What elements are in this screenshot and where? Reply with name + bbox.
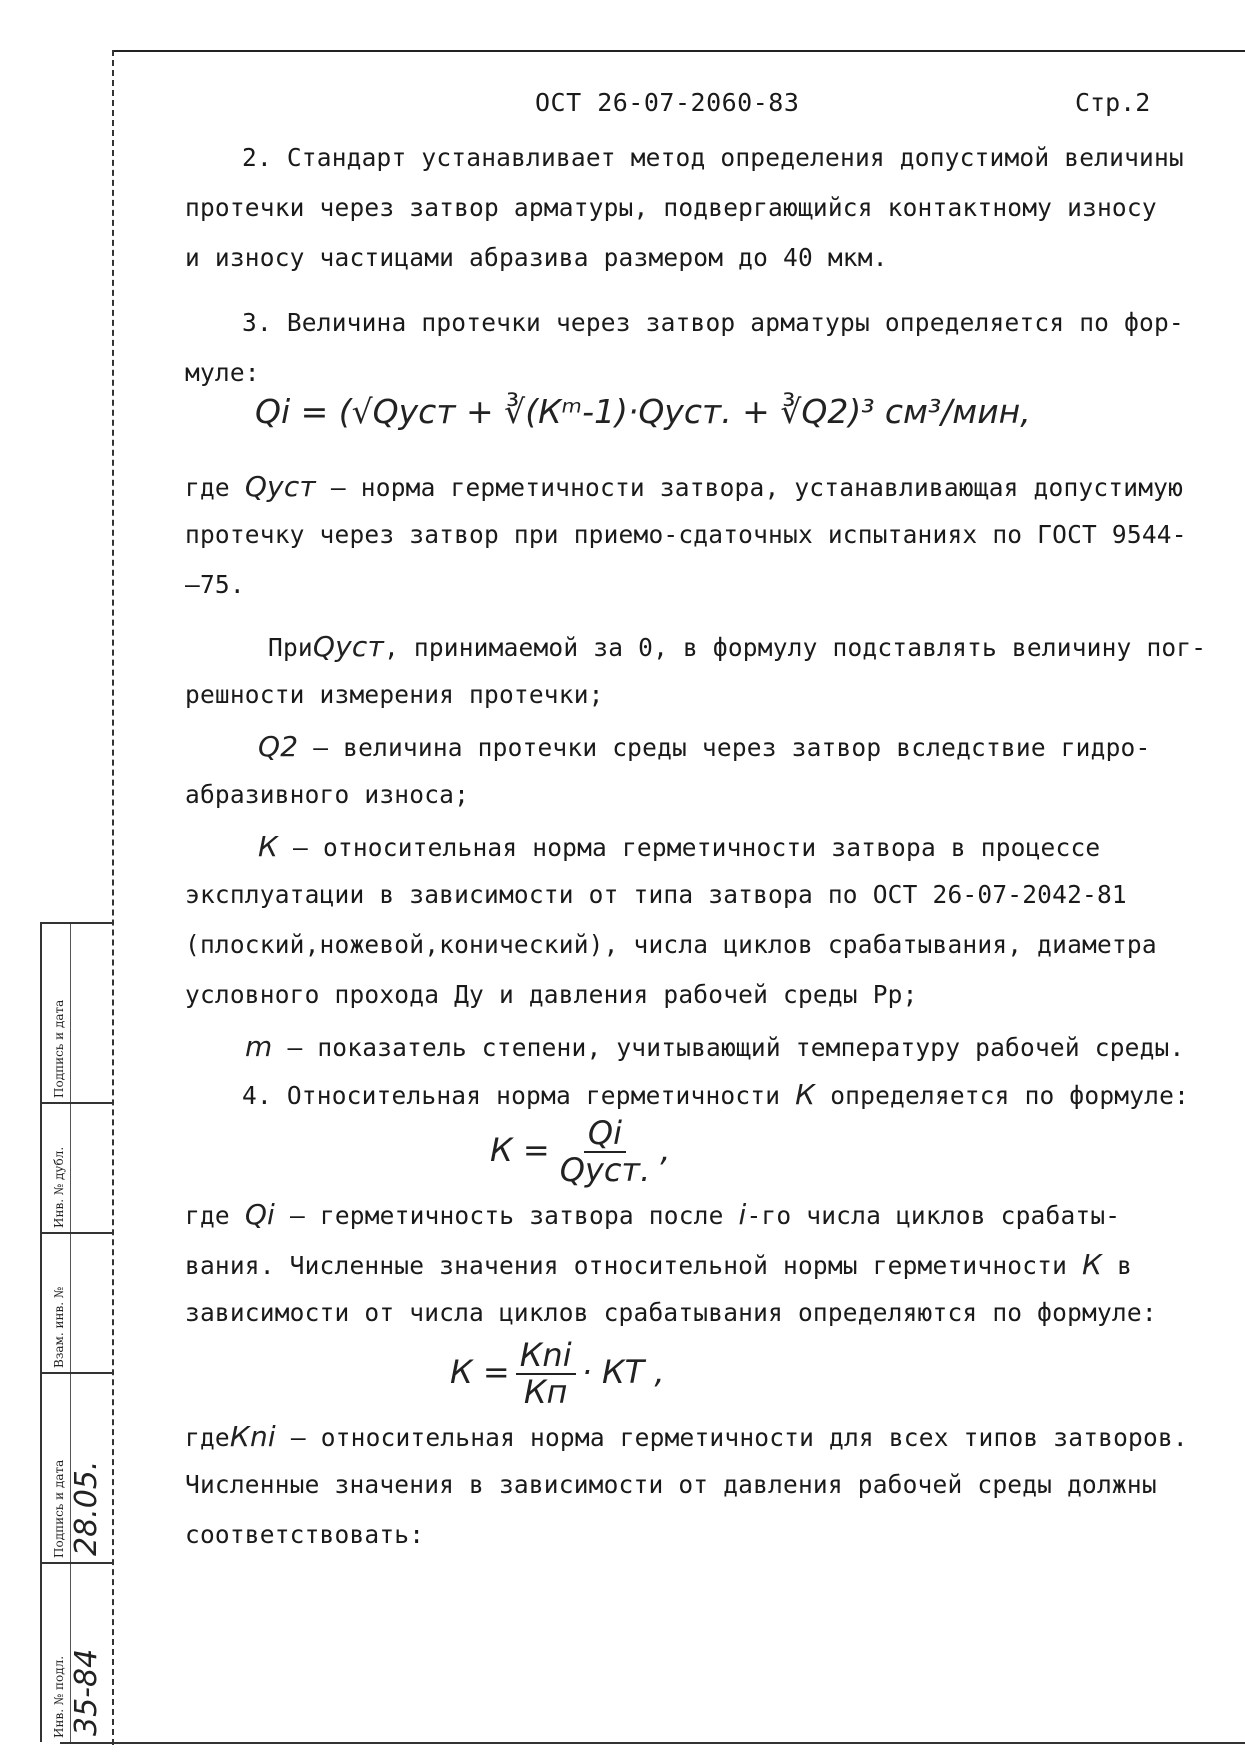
symbol-k: К (258, 830, 279, 863)
symbol-k-2: К (795, 1078, 816, 1111)
where-kni-text: – относительная норма герметичности для всех типов затворов. (290, 1423, 1188, 1452)
k-line-3: (плоский,ножевой,конический), числа циклов срабатывания, диаметра (185, 930, 1157, 959)
m-line (245, 1030, 1184, 1063)
formula-k-numerator: Qi (584, 1116, 626, 1153)
stamp-inv-number: 35-84 (69, 1648, 104, 1736)
paragraph-3-line-1: 3. Величина протечки через затвор арматуры определяется по фор- (242, 308, 1184, 337)
symbol-qust: Qуст (244, 470, 316, 503)
formula-k-fraction (556, 1116, 655, 1188)
formula-k-cycles-fraction (516, 1338, 576, 1410)
stamp-label-signature-date-1: Подпись и дата (52, 999, 66, 1098)
paragraph-4 (242, 1078, 1189, 1111)
stamp-label-signature-date-2: Подпись и дата (52, 1459, 66, 1558)
page-frame-left (112, 50, 114, 1745)
symbol-q2: Q2 (258, 730, 299, 763)
where-qi-line-2 (185, 1248, 1132, 1281)
stamp-cell-replace-inv (42, 1232, 112, 1374)
stamp-label-replace-inv: Взам. инв. № (52, 1286, 66, 1368)
where-qust-line-1 (185, 470, 1183, 503)
when-prefix: При (268, 633, 313, 662)
where-kni-line-2: Численные значения в зависимости от давления рабочей среды должны (185, 1470, 1157, 1499)
where-prefix-2: где (185, 1201, 230, 1230)
where-kni-line-3: соответствовать: (185, 1520, 425, 1549)
page-frame-top (112, 50, 1245, 52)
stamp-sign-date: 28.05. (69, 1460, 104, 1556)
k-line-2: эксплуатации в зависимости от типа затвора по ОСТ 26-07-2042-81 (185, 880, 1127, 909)
formula-k (490, 1116, 670, 1188)
where-qi-line-2-after: в (1117, 1251, 1133, 1280)
q2-line-1 (258, 730, 1150, 763)
stamp-cell-signature-1 (42, 922, 112, 1104)
paragraph-4-before: 4. Относительная норма герметичности (242, 1081, 781, 1110)
formula-k-cycles-lhs: К = (450, 1353, 510, 1392)
where-qust-text: – норма герметичности затвора, устанавливающая допустимую (330, 473, 1184, 502)
paragraph-2-line-2: протечки через затвор арматуры, подвергающийся контактному износу (185, 193, 1157, 222)
formula-k-denominator: Qуст. (559, 1151, 651, 1190)
formula-k-lhs: К = (490, 1131, 550, 1170)
formula-k-cycles (450, 1338, 665, 1410)
where-qust-line-3: –75. (185, 570, 245, 599)
stamp-cell-signature-2 (42, 1372, 112, 1564)
where-qust-line-2: протечку через затвор при приемо-сдаточных испытаниях по ГОСТ 9544- (185, 520, 1187, 549)
where-prefix: где (185, 473, 230, 502)
formula-k-cycles-denominator: Кп (523, 1373, 568, 1412)
symbol-k-3: К (1082, 1248, 1103, 1281)
q2-text: – величина протечки среды через затвор вследствие гидро- (313, 733, 1151, 762)
formula-k-cycles-tail: · КТ , (581, 1353, 665, 1392)
q2-line-2: абразивного износа; (185, 780, 470, 809)
where-qi-line-2-before: вания. Численные значения относительной нормы герметичности (185, 1251, 1068, 1280)
k-line-4: условного прохода Ду и давления рабочей среды Рр; (185, 980, 918, 1009)
where-qi-middle: – герметичность затвора после (289, 1201, 724, 1230)
m-text: – показатель степени, учитывающий температуру рабочей среды. (287, 1033, 1185, 1062)
when-qust-line-2: решности измерения протечки; (185, 680, 604, 709)
symbol-qi: Qi (244, 1198, 276, 1231)
document-code: ОСТ 26-07-2060-83 (535, 88, 800, 117)
page-frame-bottom (60, 1742, 1245, 1744)
when-qust-text: , принимаемой за 0, в формулу подставлять величину пог- (383, 633, 1207, 662)
symbol-m: m (245, 1030, 273, 1063)
formula-k-tail: , (660, 1131, 671, 1170)
k-text: – относительная норма герметичности затвора в процессе (293, 833, 1101, 862)
stamp-label-inv-dup: Инв. № дубл. (52, 1146, 66, 1228)
page-number: Стр.2 (1075, 88, 1151, 117)
symbol-i: i (738, 1198, 747, 1231)
paragraph-2-line-3: и износу частицами абразива размером до 40 мкм. (185, 243, 888, 272)
where-qi-line-3: зависимости от числа циклов срабатывания определяются по формуле: (185, 1298, 1157, 1327)
stamp-cell-inv-dup (42, 1102, 112, 1234)
where-prefix-3: где (185, 1423, 230, 1452)
paragraph-3-line-2: муле: (185, 358, 260, 387)
stamp-cell-inv-original (42, 1562, 112, 1744)
when-qust-line-1 (268, 630, 1206, 663)
formula-leakage: Qi = (√Qуст + ∛(Кᵐ-1)·Qуст. + ∛Q2)³ см³/мин, (255, 392, 1031, 431)
symbol-qust-2: Qуст (312, 630, 384, 663)
k-line-1 (258, 830, 1100, 863)
registration-stamp (40, 922, 112, 1742)
where-qi-line-1 (185, 1198, 1120, 1231)
where-qi-after: -го числа циклов срабаты- (746, 1201, 1121, 1230)
where-kni-line-1 (185, 1420, 1188, 1453)
paragraph-2-line-1: 2. Стандарт устанавливает метод определения допустимой величины (242, 143, 1184, 172)
symbol-kni: Кni (229, 1420, 276, 1453)
formula-k-cycles-numerator: Кni (516, 1338, 576, 1375)
paragraph-4-after: определяется по формуле: (830, 1081, 1190, 1110)
stamp-label-inv-original: Инв. № подл. (52, 1655, 66, 1738)
